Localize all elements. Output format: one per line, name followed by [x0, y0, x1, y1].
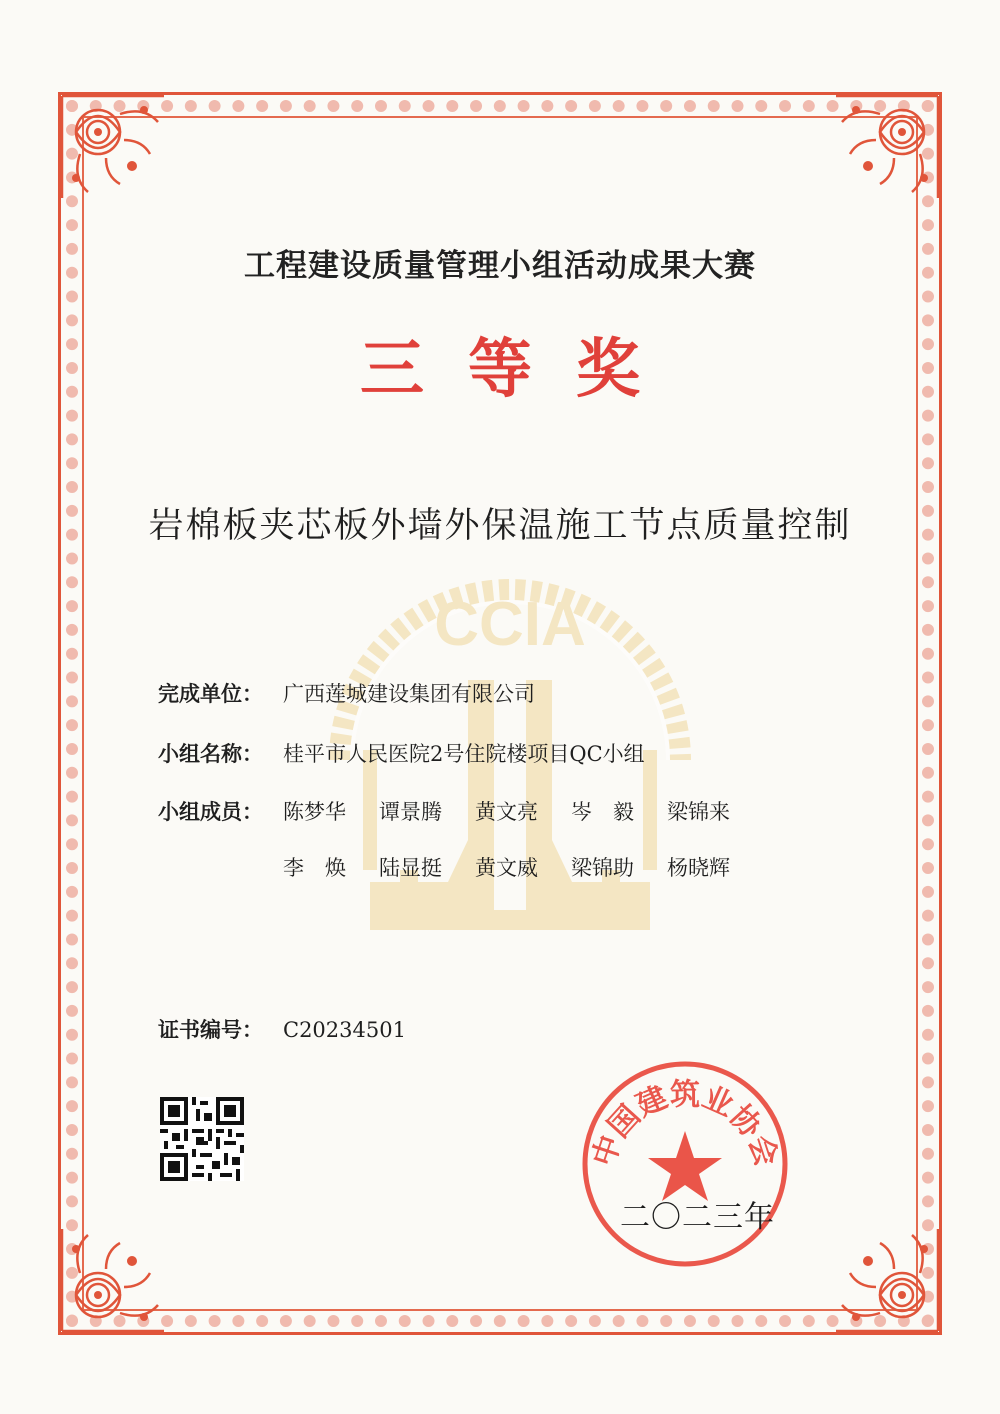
group-members-row [158, 796, 283, 826]
member-name: 陆显挺 [379, 856, 442, 880]
group-members-label: 小组成员： [158, 800, 263, 824]
corner-ornament-icon [58, 1225, 168, 1335]
seal-text: 中国建筑业协会 [586, 1077, 784, 1171]
watermark-text: CCIA [434, 590, 586, 659]
member-name: 谭景腾 [379, 800, 442, 824]
member-name: 梁锦来 [667, 800, 730, 824]
corner-ornament-icon [58, 92, 168, 202]
star-icon [648, 1131, 722, 1201]
certificate-number-row [158, 1014, 406, 1044]
certificate-number-label: 证书编号： [158, 1018, 263, 1042]
group-name-label: 小组名称： [158, 742, 263, 766]
member-list [283, 796, 763, 882]
group-name-value: 桂平市人民医院2号住院楼项目QC小组 [283, 742, 645, 766]
member-name: 岑 毅 [571, 800, 634, 824]
member-name: 陈梦华 [283, 800, 346, 824]
group-name-row [158, 738, 645, 768]
completion-unit-row [158, 678, 535, 708]
corner-ornament-icon [832, 1225, 942, 1335]
official-seal [578, 1057, 792, 1271]
member-name: 梁锦助 [571, 856, 634, 880]
corner-ornament-icon [832, 92, 942, 202]
member-name: 杨晓辉 [667, 856, 730, 880]
award-title: 三等奖 [360, 332, 684, 407]
project-title: 岩棉板夹芯板外墙外保温施工节点质量控制 [148, 506, 852, 546]
contest-title: 工程建设质量管理小组活动成果大赛 [244, 248, 756, 284]
member-name: 李 焕 [283, 856, 346, 880]
issue-year: 二〇二三年 [620, 1200, 775, 1235]
qr-code-icon [160, 1097, 244, 1181]
member-name: 黄文亮 [475, 800, 538, 824]
completion-unit-value: 广西莲城建设集团有限公司 [283, 682, 535, 706]
certificate-number-value: C20234501 [283, 1018, 406, 1042]
completion-unit-label: 完成单位： [158, 682, 263, 706]
member-name: 黄文威 [475, 856, 538, 880]
